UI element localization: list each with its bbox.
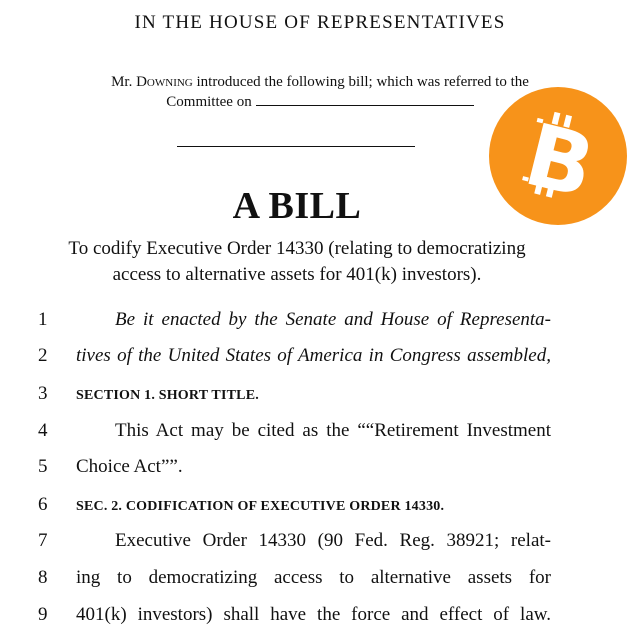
line-number: 3 — [38, 383, 48, 404]
short-title-line-1: This Act may be cited as the ““Retirement Investment — [115, 420, 551, 441]
section-1-heading: SECTION 1. SHORT TITLE. — [76, 388, 259, 403]
horizontal-rule — [177, 146, 415, 147]
chamber-header: IN THE HOUSE OF REPRESENTATIVES — [134, 12, 506, 33]
line-number: 8 — [38, 567, 48, 588]
committee-label: Committee on — [166, 94, 252, 110]
intro-prefix: Mr. — [111, 74, 137, 90]
line-number: 7 — [38, 530, 48, 551]
line-number: 6 — [38, 494, 48, 515]
line-number: 9 — [38, 604, 48, 625]
line-number: 5 — [38, 456, 48, 477]
line-number: 2 — [38, 345, 48, 366]
purpose-line-1: To codify Executive Order 14330 (relating to democratizing — [68, 238, 526, 259]
purpose-line-2: access to alternative assets for 401(k) investors). — [112, 264, 482, 285]
sponsor-name: Downing — [136, 74, 193, 90]
committee-blank-line — [256, 104, 474, 106]
short-title-line-2: Choice Act””. — [76, 456, 183, 477]
codification-line-2: ing to democratizing access to alternative assets for — [76, 567, 551, 588]
svg-text:B: B — [515, 105, 604, 219]
line-number: 1 — [38, 309, 48, 330]
bill-title: A BILL — [232, 185, 362, 227]
codification-line-1: Executive Order 14330 (90 Fed. Reg. 38921; relat- — [115, 530, 551, 551]
enacting-clause-line-1: Be it enacted by the Senate and House of Representa- — [115, 309, 551, 330]
line-number: 4 — [38, 420, 48, 441]
bill-purpose — [30, 236, 564, 288]
intro-suffix: introduced the following bill; which was referred to the — [192, 74, 529, 90]
enacting-clause-line-2: tives of the United States of America in Congress assembled, — [76, 345, 551, 366]
codification-line-3: 401(k) investors) shall have the force and effect of law. — [76, 604, 551, 625]
section-2-heading: SEC. 2. CODIFICATION OF EXECUTIVE ORDER 14330. — [76, 499, 445, 514]
